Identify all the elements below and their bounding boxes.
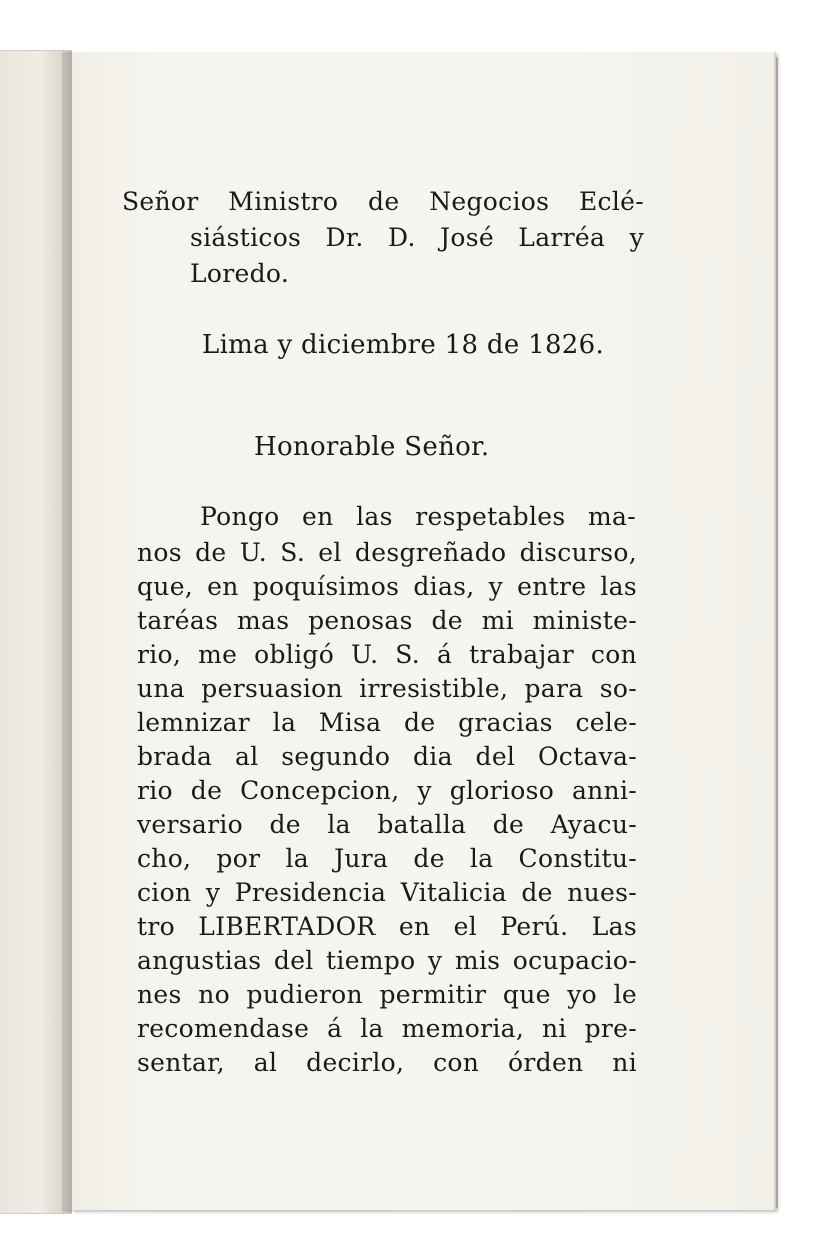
salutation: Honorable Señor. bbox=[254, 432, 490, 462]
body-line: tro LIBERTADOR en el Perú. Las bbox=[137, 912, 637, 941]
body-line: cho, por la Jura de la Constitu- bbox=[137, 844, 637, 873]
body-line: recomendase á la memoria, ni pre- bbox=[137, 1014, 637, 1043]
right-page bbox=[72, 52, 776, 1210]
body-line: sentar, al decirlo, con órden ni bbox=[137, 1048, 637, 1077]
body-line: Pongo en las respetables ma- bbox=[200, 502, 636, 531]
body-line: versario de la batalla de Ayacu- bbox=[137, 810, 637, 839]
body-line: taréas mas penosas de mi ministe- bbox=[137, 606, 637, 635]
body-line: nos de U. S. el desgreñado discurso, bbox=[137, 538, 637, 567]
addressee-line-1: Señor Ministro de Negocios Eclé- bbox=[122, 187, 644, 216]
body-line: nes no pudieron permitir que yo le bbox=[137, 980, 637, 1009]
body-line: angustias del tiempo y mis ocupacio- bbox=[137, 946, 637, 975]
addressee-line-3: Loredo. bbox=[190, 259, 290, 288]
body-line: una persuasion irresistible, para so- bbox=[137, 674, 637, 703]
body-line: cion y Presidencia Vitalicia de nues- bbox=[137, 878, 637, 907]
body-line: brada al segundo dia del Octava- bbox=[137, 742, 637, 771]
body-line: rio de Concepcion, y glorioso anni- bbox=[137, 776, 637, 805]
dateline: Lima y diciembre 18 de 1826. bbox=[202, 330, 605, 360]
body-line: rio, me obligó U. S. á trabajar con bbox=[137, 640, 637, 669]
addressee-line-2: siásticos Dr. D. José Larréa y bbox=[190, 223, 644, 252]
body-line: que, en poquísimos dias, y entre las bbox=[137, 572, 637, 601]
body-line: lemnizar la Misa de gracias cele- bbox=[137, 708, 637, 737]
